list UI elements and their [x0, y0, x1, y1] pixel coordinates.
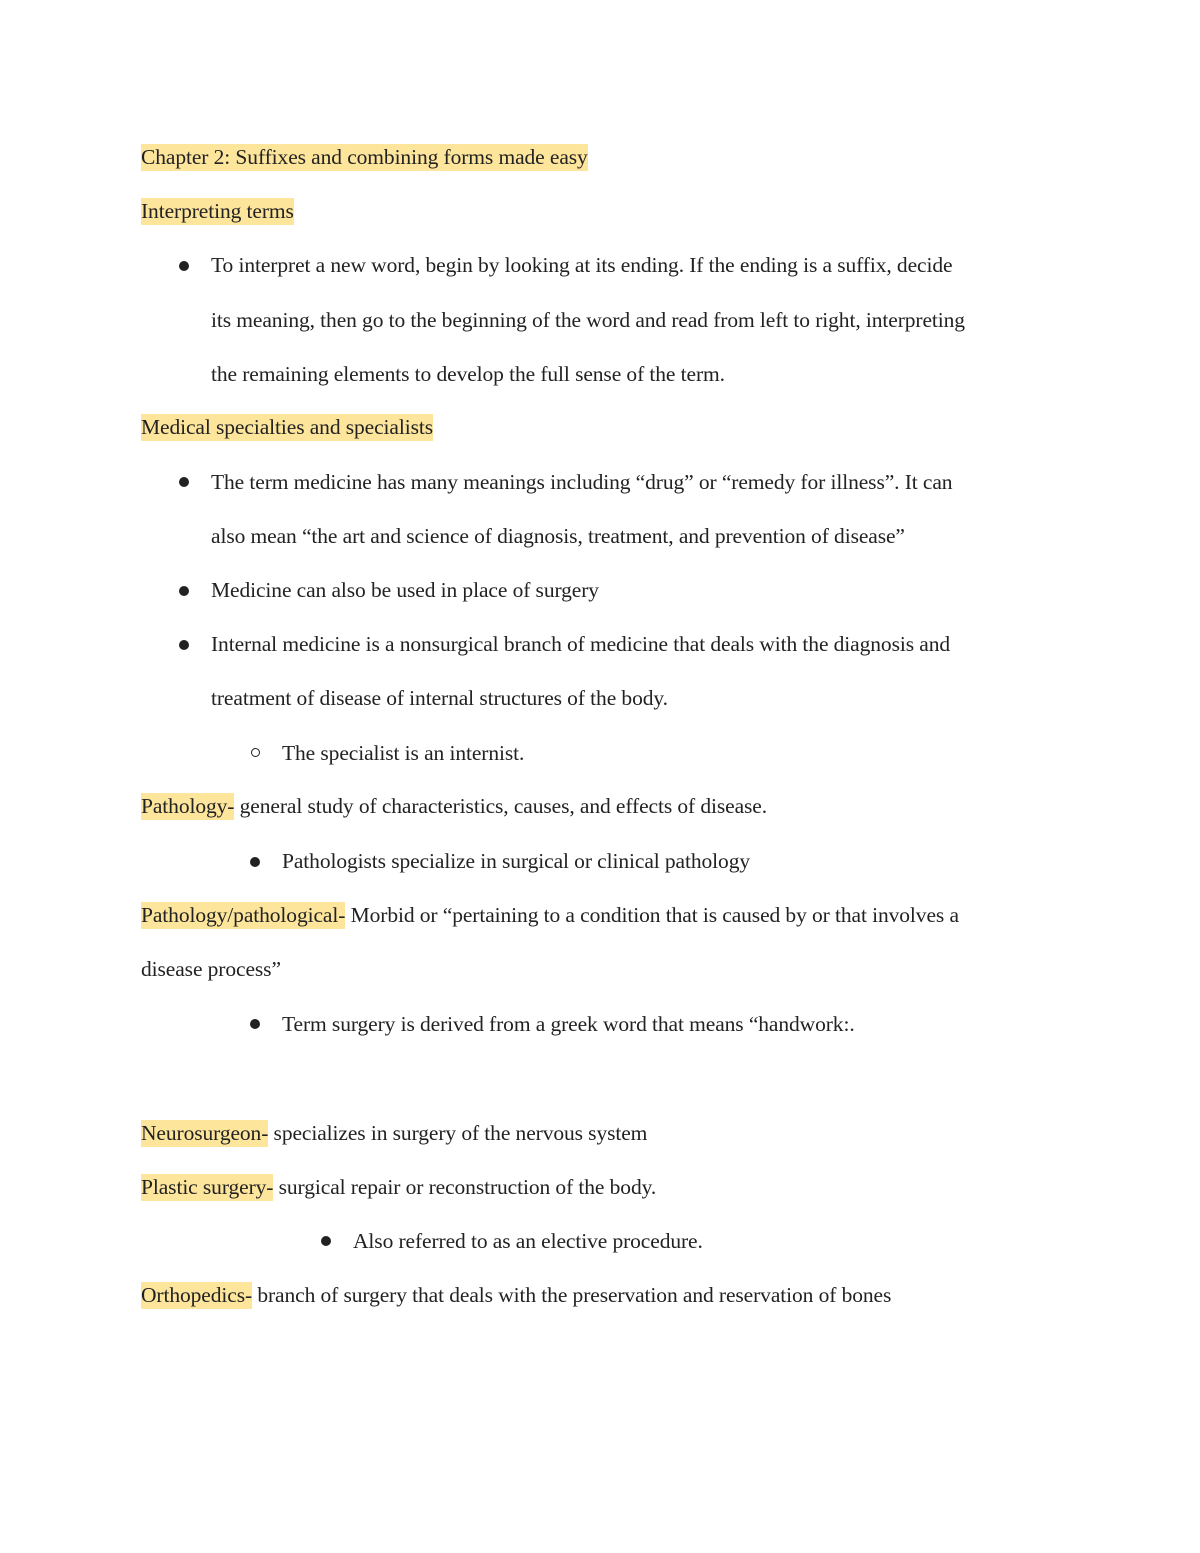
- term-label: Pathology-: [141, 794, 235, 818]
- paragraph-line: The term medicine has many meanings including “drug” or “remedy for illness”. It can: [211, 470, 953, 494]
- section-heading-specialties-text: Medical specialties and specialists: [141, 415, 434, 439]
- term-label: Neurosurgeon-: [141, 1121, 269, 1145]
- paragraph-line: To interpret a new word, begin by looking at its ending. If the ending is a suffix, decide: [211, 253, 953, 277]
- paragraph-line: also mean “the art and science of diagnosis, treatment, and prevention of disease”: [211, 524, 905, 548]
- paragraph-line: Internal medicine is a nonsurgical branch of medicine that deals with the diagnosis and: [211, 632, 951, 656]
- definition-plastic-surgery: [141, 1173, 656, 1201]
- paragraph-line: Medicine can also be used in place of surgery: [211, 578, 599, 602]
- paragraph-line: Pathologists specialize in surgical or clinical pathology: [282, 849, 750, 873]
- bullet-icon: [250, 857, 260, 867]
- hollow-bullet-icon: [251, 748, 260, 757]
- paragraph-line: Also referred to as an elective procedure.: [353, 1229, 703, 1253]
- paragraph-line: disease process”: [141, 957, 281, 981]
- chapter-title-text: Chapter 2: Suffixes and combining forms made easy: [141, 145, 588, 169]
- definition-text: general study of characteristics, causes, and effects of disease.: [234, 794, 768, 818]
- definition-text: branch of surgery that deals with the preservation and reservation of bones: [252, 1283, 892, 1307]
- bullet-icon: [250, 1019, 260, 1029]
- bullet-icon: [179, 586, 189, 596]
- paragraph-line: its meaning, then go to the beginning of the word and read from left to right, interpreting: [211, 308, 965, 332]
- paragraph-line: Term surgery is derived from a greek word that means “handwork:.: [282, 1012, 855, 1036]
- bullet-icon: [179, 261, 189, 271]
- paragraph-line: the remaining elements to develop the full sense of the term.: [211, 362, 725, 386]
- paragraph-line: The specialist is an internist.: [282, 741, 525, 765]
- chapter-title: [141, 143, 588, 171]
- definition-neurosurgeon: [141, 1119, 647, 1147]
- definition-text: specializes in surgery of the nervous system: [268, 1121, 648, 1145]
- definition-orthopedics: [141, 1281, 891, 1309]
- term-label: Orthopedics-: [141, 1283, 253, 1307]
- section-heading-specialties: [141, 413, 433, 441]
- bullet-icon: [179, 477, 189, 487]
- section-heading-interpreting-text: Interpreting terms: [141, 199, 294, 223]
- definition-text: Morbid or “pertaining to a condition that is caused by or that involves a: [345, 903, 959, 927]
- term-label: Pathology/pathological-: [141, 903, 346, 927]
- definition-pathology: [141, 792, 767, 820]
- paragraph-line: treatment of disease of internal structures of the body.: [211, 686, 668, 710]
- definition-pathological: [141, 901, 959, 929]
- section-heading-interpreting: [141, 197, 294, 225]
- definition-text: surgical repair or reconstruction of the body.: [273, 1175, 657, 1199]
- bullet-icon: [179, 640, 189, 650]
- term-label: Plastic surgery-: [141, 1175, 274, 1199]
- bullet-icon: [321, 1236, 331, 1246]
